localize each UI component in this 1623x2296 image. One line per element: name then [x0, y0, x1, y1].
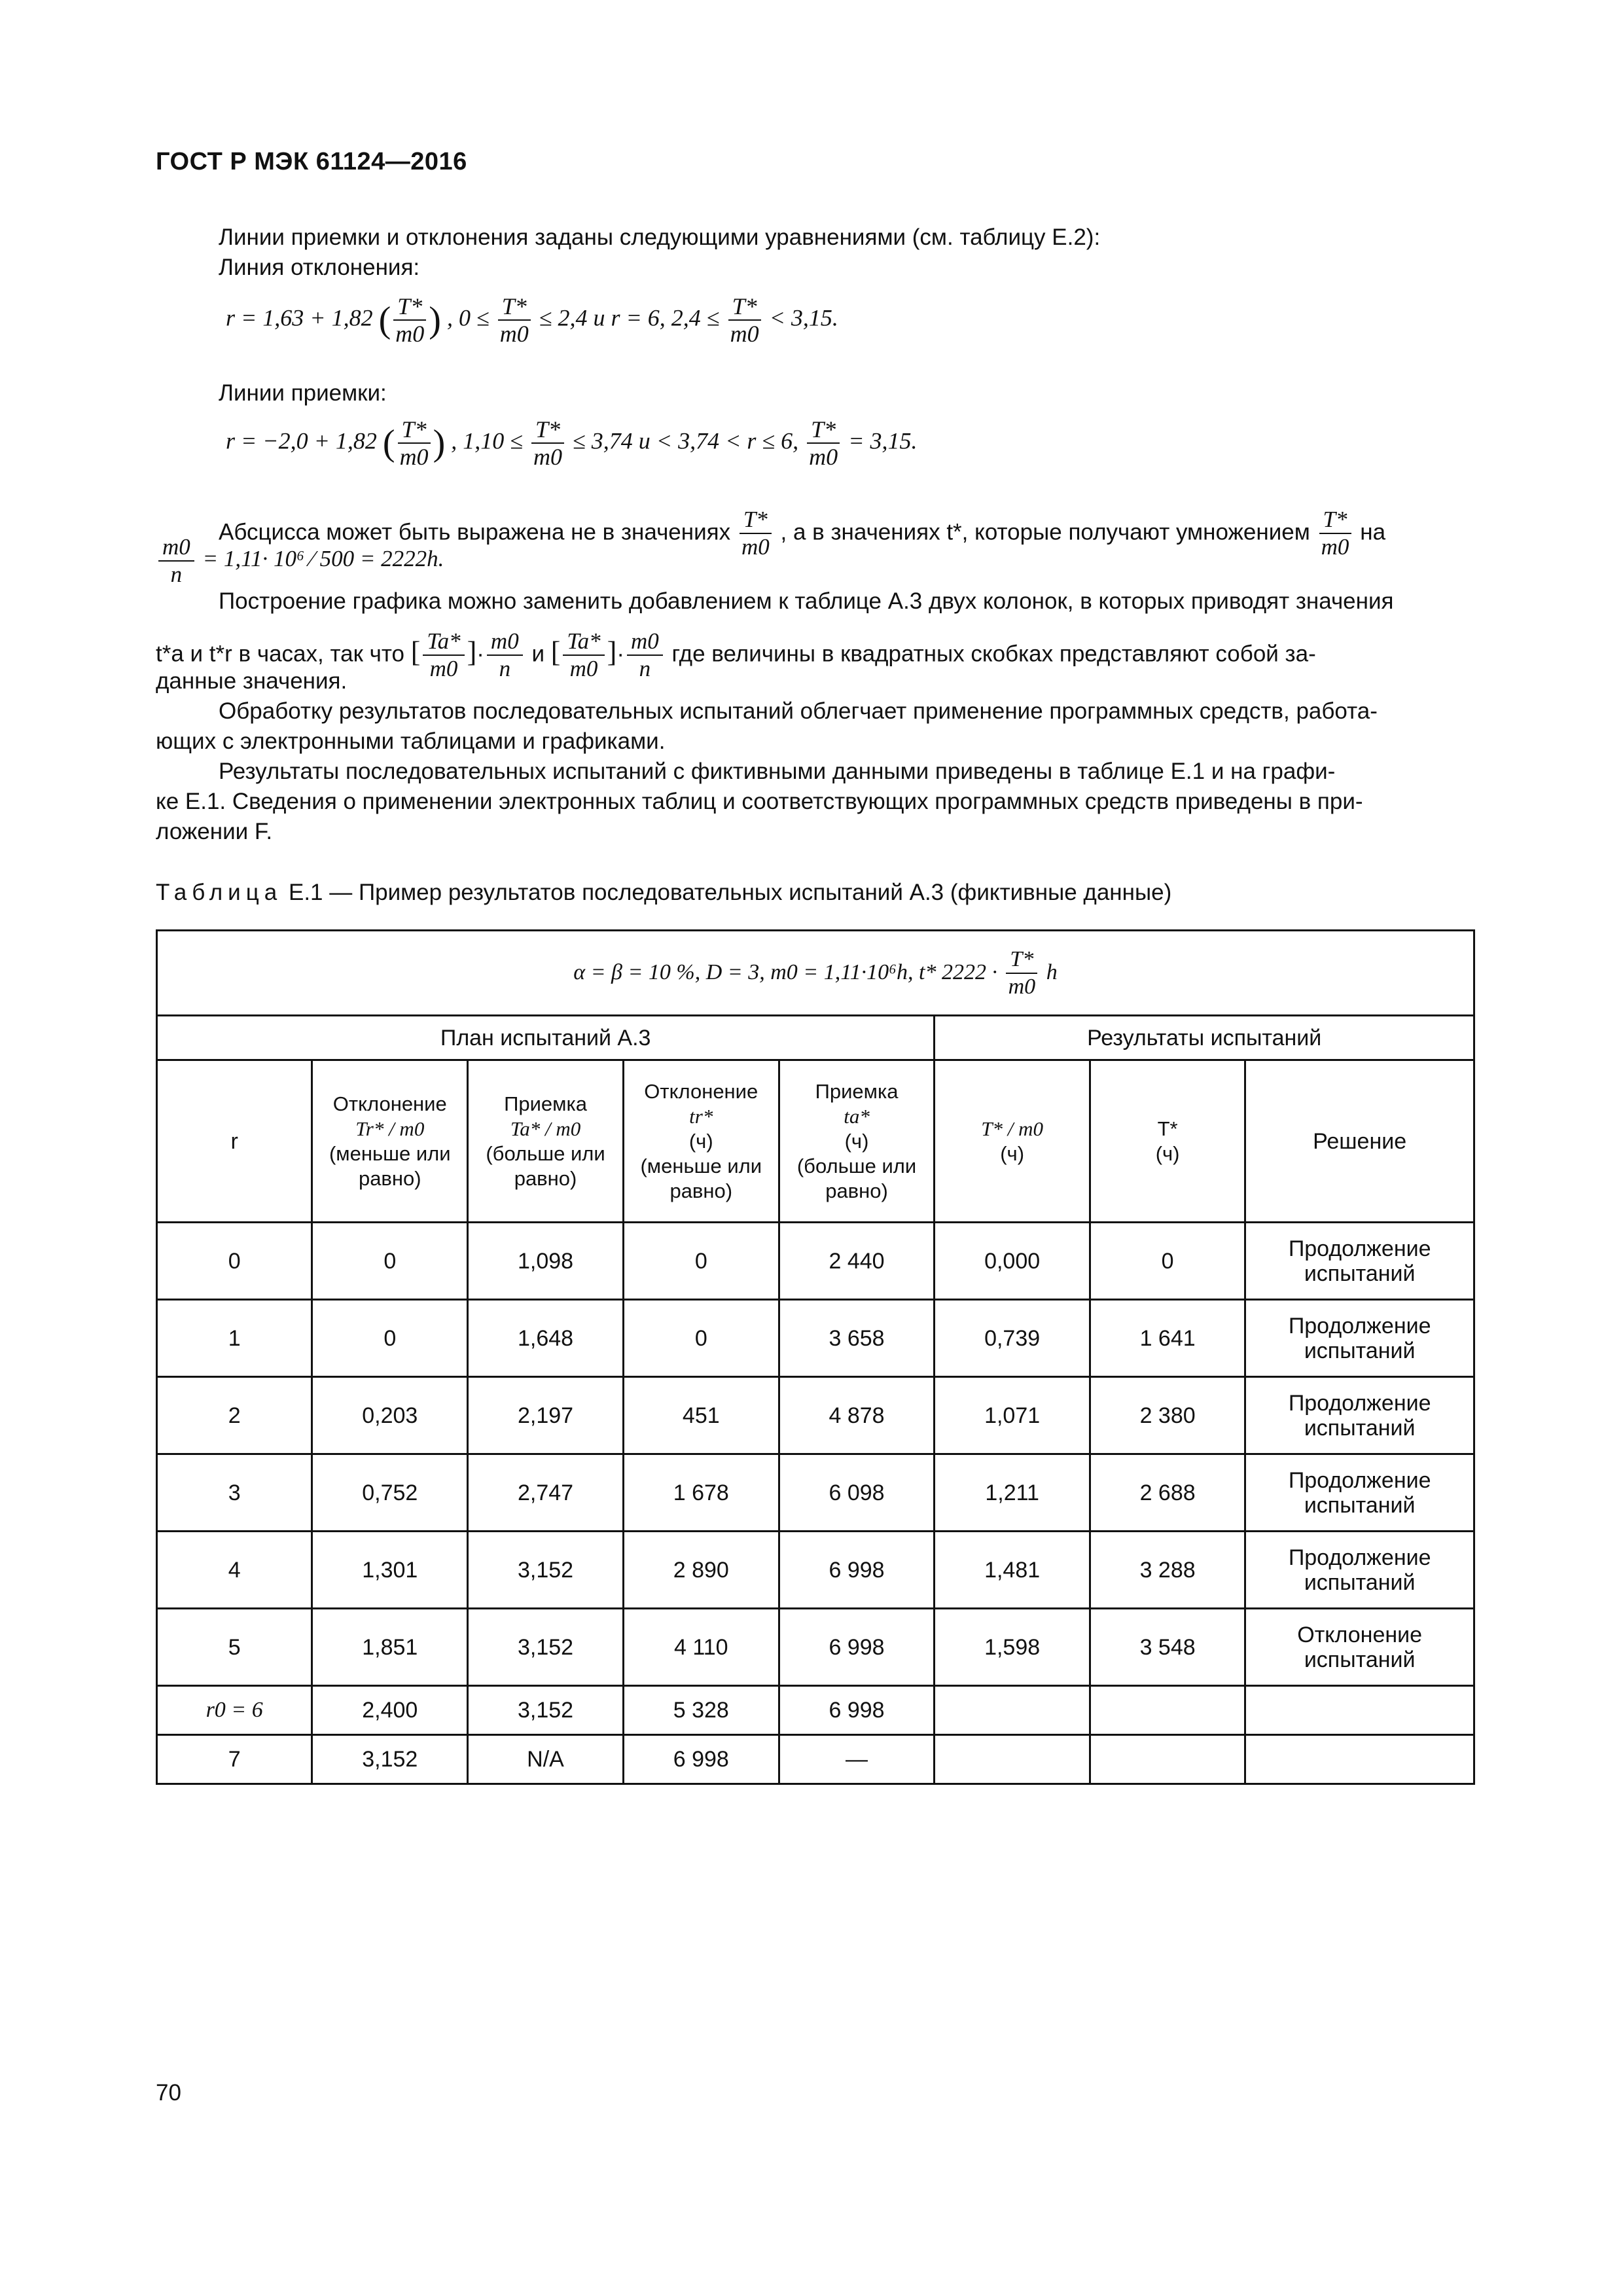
processing-line-1: Обработку результатов последовательных испытаний облегчает применение программных средств, работа-: [219, 698, 1378, 724]
table-row: [157, 1454, 1474, 1532]
table-cell: Продолжение испытаний: [1245, 1454, 1474, 1532]
table-row: [157, 1300, 1474, 1377]
column-header-row: [157, 1060, 1474, 1223]
table-cell: 1: [157, 1300, 312, 1377]
table-caption: Таблица Е.1 — Пример результатов последовательных испытаний А.3 (фиктивные данные): [156, 880, 1172, 905]
reject-label: Линия отклонения:: [219, 255, 420, 280]
table-cell: 2,197: [468, 1377, 624, 1454]
table-cell: 3,152: [468, 1532, 624, 1609]
table-row: [157, 1609, 1474, 1686]
document-header: ГОСТ Р МЭК 61124—2016: [156, 148, 467, 175]
table-cell: 1,211: [935, 1454, 1090, 1532]
table-params: α = β = 10 %, D = 3, m0 = 1,11·10⁶h, t* 2222 · $\frac{T*}{m0}$ h: [157, 931, 1474, 1016]
table-cell: —: [779, 1735, 935, 1784]
table-cell: 1,851: [312, 1609, 468, 1686]
table-cell: 2 380: [1090, 1377, 1245, 1454]
table-cell: 2 440: [779, 1223, 935, 1300]
table-cell: 2 890: [623, 1532, 779, 1609]
fraction: $\frac{m0}{n}$: [158, 534, 194, 588]
accept-label: Линии приемки:: [219, 380, 387, 406]
table-cell: 0: [623, 1223, 779, 1300]
fraction: $\frac{T*}{m0}$: [807, 416, 840, 470]
table-cell: 2: [157, 1377, 312, 1454]
table-row: [157, 1223, 1474, 1300]
table-cell: 5: [157, 1609, 312, 1686]
table-cell: 1 641: [1090, 1300, 1245, 1377]
fraction: $\frac{T*}{m0}$: [728, 293, 761, 347]
table-cell: 0,000: [935, 1223, 1090, 1300]
table-cell: 1,098: [468, 1223, 624, 1300]
table-body: [157, 1223, 1474, 1784]
table-cell: [1245, 1686, 1474, 1735]
results-line-2: ке Е.1. Сведения о применении электронных таблиц и соответствующих программных средств приведены в при-: [156, 789, 1363, 814]
table-row: [157, 1686, 1474, 1735]
table-cell: Продолжение испытаний: [1245, 1223, 1474, 1300]
table-cell: 2,400: [312, 1686, 468, 1735]
results-line-1: Результаты последовательных испытаний с фиктивными данными приведены в таблице Е.1 и на графи-: [219, 759, 1336, 784]
table-cell: 3 288: [1090, 1532, 1245, 1609]
table-cell: 0,752: [312, 1454, 468, 1532]
table-cell: 6 998: [623, 1735, 779, 1784]
table-cell: 0,739: [935, 1300, 1090, 1377]
table-cell: 3 658: [779, 1300, 935, 1377]
table-cell: 2 688: [1090, 1454, 1245, 1532]
plot-line-2: t*a и t*r в часах, так что [ $\frac{Ta*}{m0}$ ]· $\frac{m0}{n}$ и [ $\frac{Ta*}{m0}$ ]· $\frac{m0}{n}$ где величины в квадратных скобках представляют собой за-: [156, 628, 1316, 681]
col-reject-t: Отклонение Tr* / m0 (меньше или равно): [312, 1060, 468, 1223]
col-ratio: T* / m0 (ч): [935, 1060, 1090, 1223]
results-table: [156, 929, 1475, 1785]
table-cell: Продолжение испытаний: [1245, 1377, 1474, 1454]
table-cell: 5 328: [623, 1686, 779, 1735]
table-row: [157, 1735, 1474, 1784]
table-cell: N/A: [468, 1735, 624, 1784]
table-cell: 3,152: [312, 1735, 468, 1784]
table-cell: 0: [312, 1300, 468, 1377]
fraction: $\frac{T*}{m0}$: [531, 416, 564, 470]
plot-line-3: данные значения.: [156, 668, 348, 694]
processing-line-2: ющих с электронными таблицами и графиками.: [156, 728, 666, 754]
results-line-3: ложении F.: [156, 819, 273, 844]
fraction: $\frac{T*}{m0}$: [398, 416, 431, 470]
table-cell: 4 110: [623, 1609, 779, 1686]
table-cell: Отклонение испытаний: [1245, 1609, 1474, 1686]
page-number: 70: [156, 2080, 181, 2106]
table-cell: 1,598: [935, 1609, 1090, 1686]
table-cell: 3: [157, 1454, 312, 1532]
fraction: $\frac{T*}{m0}$: [1319, 507, 1351, 560]
group-plan: План испытаний А.3: [157, 1016, 935, 1060]
col-decision: Решение: [1245, 1060, 1474, 1223]
fraction: $\frac{T*}{m0}$: [498, 293, 531, 347]
table-cell: Продолжение испытаний: [1245, 1300, 1474, 1377]
col-tstar: T* (ч): [1090, 1060, 1245, 1223]
col-accept-h: Приемка ta* (ч) (больше или равно): [779, 1060, 935, 1223]
table-cell: 3,152: [468, 1609, 624, 1686]
table-cell: 7: [157, 1735, 312, 1784]
table-cell: [1090, 1735, 1245, 1784]
group-results: Результаты испытаний: [935, 1016, 1474, 1060]
col-r: r: [157, 1060, 312, 1223]
table-row: [157, 1377, 1474, 1454]
intro-line: Линии приемки и отклонения заданы следующими уравнениями (см. таблицу Е.2):: [219, 224, 1101, 250]
table-cell: Продолжение испытаний: [1245, 1532, 1474, 1609]
table-cell: 6 998: [779, 1609, 935, 1686]
table-cell: 1,301: [312, 1532, 468, 1609]
col-accept-t: Приемка Ta* / m0 (больше или равно): [468, 1060, 624, 1223]
table-cell: [935, 1686, 1090, 1735]
table-cell: 0: [623, 1300, 779, 1377]
table-cell: 0,203: [312, 1377, 468, 1454]
table-cell: [1090, 1686, 1245, 1735]
table-cell: r0 = 6: [157, 1686, 312, 1735]
table-cell: 0: [312, 1223, 468, 1300]
reject-formula: r = 1,63 + 1,82 ( $\frac{T*}{m0}$ ) , 0 ≤ $\frac{T*}{m0}$ ≤ 2,4 и r = 6, 2,4 ≤ $\frac{T*}{m0}$ < 3,15.: [226, 293, 838, 347]
fraction: $\frac{T*}{m0}$: [740, 507, 772, 560]
table-cell: 451: [623, 1377, 779, 1454]
table-cell: [1245, 1735, 1474, 1784]
table-cell: 0: [157, 1223, 312, 1300]
table-cell: 3,152: [468, 1686, 624, 1735]
table-cell: 3 548: [1090, 1609, 1245, 1686]
table-cell: [935, 1735, 1090, 1784]
table-cell: 1,071: [935, 1377, 1090, 1454]
abscissa-formula: $\frac{m0}{n}$ = 1,11· 10⁶ ⁄ 500 = 2222h.: [156, 534, 444, 588]
table-cell: 2,747: [468, 1454, 624, 1532]
table-cell: 4: [157, 1532, 312, 1609]
col-reject-h: Отклонение tr* (ч) (меньше или равно): [623, 1060, 779, 1223]
table-cell: 0: [1090, 1223, 1245, 1300]
table-cell: 1,481: [935, 1532, 1090, 1609]
abscissa-paragraph: Абсцисса может быть выражена не в значениях $\frac{T*}{m0}$ , а в значениях t*, которые получают умножением $\frac{T*}{m0}$ на: [219, 507, 1386, 560]
table-cell: 4 878: [779, 1377, 935, 1454]
table-cell: 1 678: [623, 1454, 779, 1532]
table-cell: 6 098: [779, 1454, 935, 1532]
table-cell: 1,648: [468, 1300, 624, 1377]
table-cell: 6 998: [779, 1532, 935, 1609]
table-cell: 6 998: [779, 1686, 935, 1735]
fraction: $\frac{T*}{m0}$: [393, 293, 426, 347]
plot-line-1: Построение графика можно заменить добавлением к таблице А.3 двух колонок, в которых приводят значения: [219, 588, 1394, 614]
table-row: [157, 1532, 1474, 1609]
accept-formula: r = −2,0 + 1,82 ( $\frac{T*}{m0}$ ) , 1,10 ≤ $\frac{T*}{m0}$ ≤ 3,74 и < 3,74 < r ≤ 6, $\frac{T*}{m0}$ = 3,15.: [226, 416, 918, 470]
